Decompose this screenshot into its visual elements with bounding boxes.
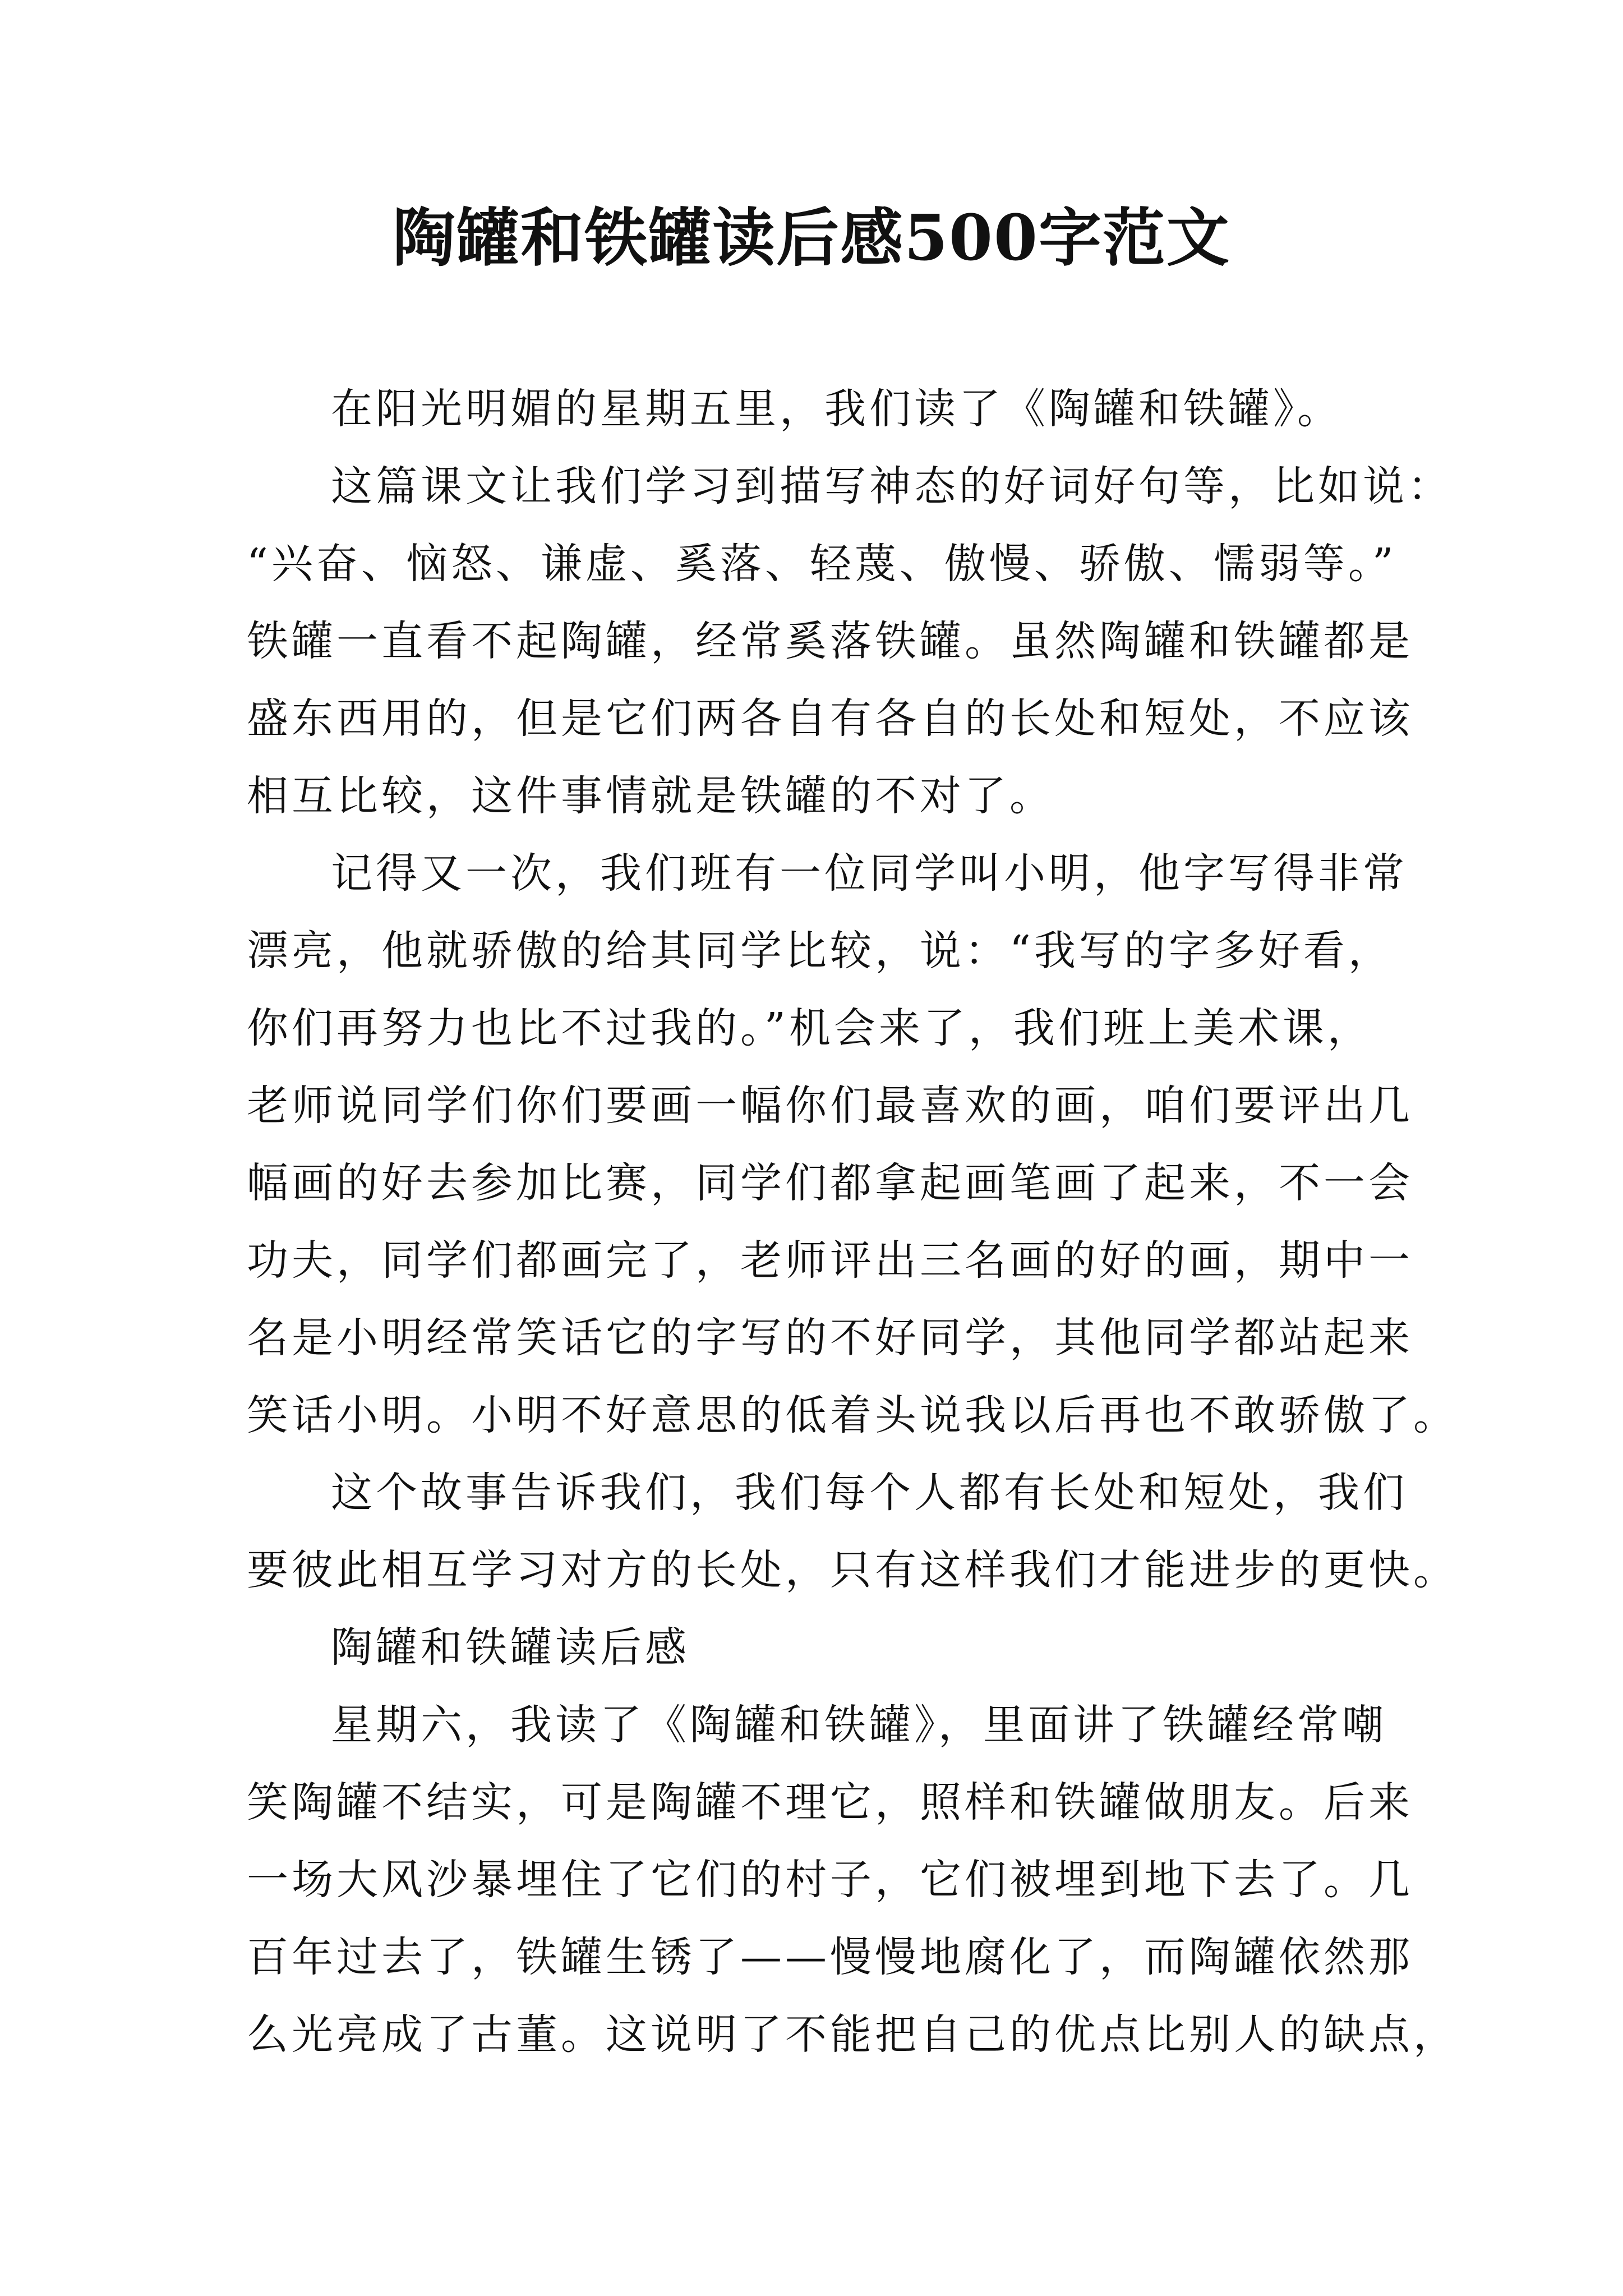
section-heading: 陶罐和铁罐读后感: [331, 1623, 690, 1672]
text-line: 这个故事告诉我们，我们每个人都有长处和短处，我们: [331, 1469, 1408, 1517]
text-line: 这篇课文让我们学习到描写神态的好词好句等，比如说：: [331, 462, 1453, 510]
text-line: 盛东西用的，但是它们两各自有各自的长处和短处，不应该: [247, 694, 1413, 743]
text-line: 么光亮成了古董。这说明了不能把自己的优点比别人的缺点，: [247, 2010, 1458, 2059]
text-line: 一场大风沙暴埋住了它们的村子，它们被埋到地下去了。几: [247, 1856, 1413, 1904]
text-line: 铁罐一直看不起陶罐，经常奚落铁罐。虽然陶罐和铁罐都是: [247, 617, 1413, 665]
text-line: 在阳光明媚的星期五里，我们读了《陶罐和铁罐》。: [331, 385, 1342, 433]
document-title: 陶罐和铁罐读后感500字范文: [393, 201, 1230, 275]
text-line: 漂亮，他就骄傲的给其同学比较，说：“我写的字多好看，: [247, 927, 1393, 975]
text-line: “兴奋、恼怒、谦虚、奚落、轻蔑、傲慢、骄傲、懦弱等。”: [247, 540, 1397, 588]
document-body: [247, 370, 1458, 2073]
text-line: 百年过去了，铁罐生锈了——慢慢地腐化了，而陶罐依然那: [247, 1933, 1413, 1981]
text-line: 笑话小明。小明不好意思的低着头说我以后再也不敢骄傲了。: [247, 1391, 1458, 1439]
text-line: 记得又一次，我们班有一位同学叫小明，他字写得非常: [331, 849, 1408, 898]
text-line: 要彼此相互学习对方的长处，只有这样我们才能进步的更快。: [247, 1546, 1458, 1594]
text-line: 你们再努力也比不过我的。”机会来了，我们班上美术课，: [247, 1004, 1372, 1052]
text-line: 幅画的好去参加比赛，同学们都拿起画笔画了起来，不一会: [247, 1159, 1413, 1207]
text-line: 功夫，同学们都画完了，老师评出三名画的好的画，期中一: [247, 1236, 1413, 1285]
text-line: 老师说同学们你们要画一幅你们最喜欢的画，咱们要评出几: [247, 1082, 1413, 1130]
text-line: 笑陶罐不结实，可是陶罐不理它，照样和铁罐做朋友。后来: [247, 1778, 1413, 1826]
text-line: 相互比较，这件事情就是铁罐的不对了。: [247, 772, 1054, 820]
text-line: 星期六，我读了《陶罐和铁罐》，里面讲了铁罐经常嘲: [331, 1701, 1387, 1749]
text-line: 名是小明经常笑话它的字写的不好同学，其他同学都站起来: [247, 1314, 1413, 1362]
